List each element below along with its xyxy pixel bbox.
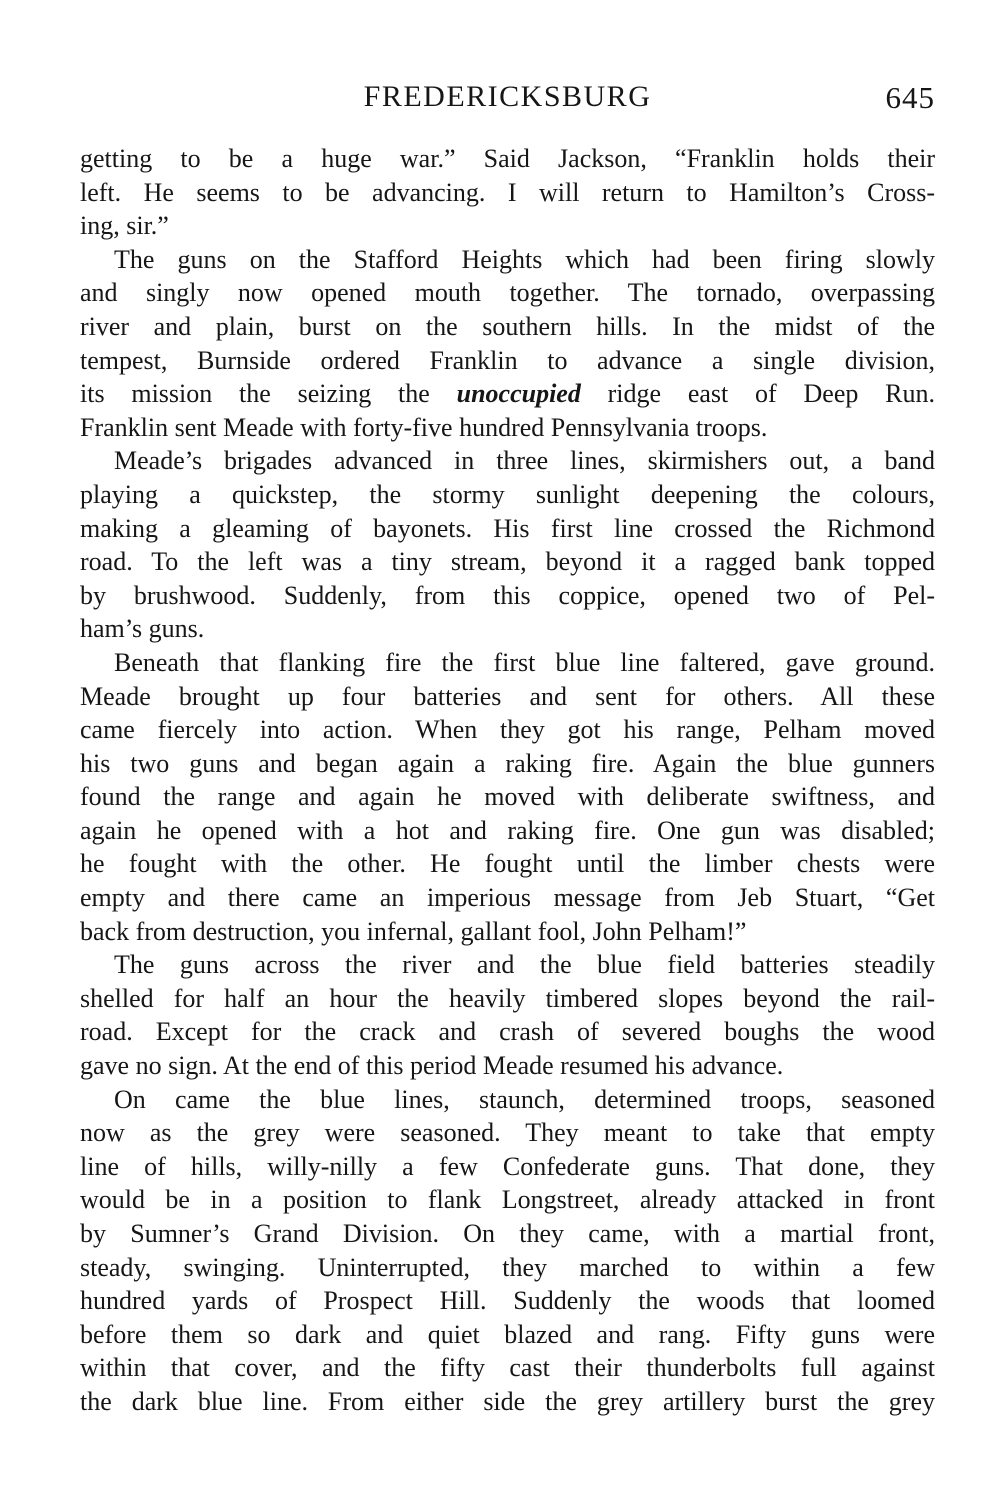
text-line: gave no sign. At the end of this period Meade resumed his advance.: [80, 1051, 784, 1081]
text-line: shelled for half an hour the heavily timbered slopes beyond the rail-: [80, 983, 935, 1013]
text-line: On came the blue lines, staunch, determined troops, seasoned: [114, 1084, 935, 1114]
text-line: Franklin sent Meade with forty-five hundred Pennsylvania troops.: [80, 412, 768, 442]
text-line: ham’s guns.: [80, 614, 205, 644]
text-line: the dark blue line. From either side the grey artillery burst the grey: [80, 1386, 935, 1416]
text-line: left. He seems to be advancing. I will return to Hamilton’s Cross-: [80, 177, 935, 207]
text-line: his two guns and began again a raking fire. Again the blue gunners: [80, 748, 935, 778]
text-line: hundred yards of Prospect Hill. Suddenly the woods that loomed: [80, 1286, 935, 1316]
text-line: now as the grey were seasoned. They meant to take that empty: [80, 1118, 935, 1148]
text-segment: its mission the seizing the: [80, 379, 457, 409]
text-line: The guns across the river and the blue field batteries steadily: [114, 950, 935, 980]
text-line: [80, 377, 935, 411]
book-page: [80, 80, 935, 1419]
text-line: Meade’s brigades advanced in three lines, skirmishers out, a band: [114, 446, 935, 476]
text-line: line of hills, willy-nilly a few Confederate guns. That done, they: [80, 1151, 935, 1181]
text-line: road. Except for the crack and crash of severed boughs the wood: [80, 1017, 935, 1047]
text-line: river and plain, burst on the southern hills. In the midst of the: [80, 311, 935, 341]
text-line: Meade brought up four batteries and sent for others. All these: [80, 681, 935, 711]
running-head: [80, 80, 935, 124]
text-segment: ridge east of Deep Run.: [580, 379, 935, 409]
text-line: by brushwood. Suddenly, from this coppice, opened two of Pel-: [80, 580, 935, 610]
text-line: and singly now opened mouth together. The tornado, overpassing: [80, 278, 935, 308]
text-line: he fought with the other. He fought until the limber chests were: [80, 849, 935, 879]
page-number: 645: [885, 80, 935, 115]
text-line: road. To the left was a tiny stream, beyond it a ragged bank topped: [80, 547, 935, 577]
text-line: The guns on the Stafford Heights which had been firing slowly: [114, 244, 935, 274]
text-line: making a gleaming of bayonets. His first line crossed the Richmond: [80, 513, 935, 543]
text-line: came fiercely into action. When they got his range, Pelham moved: [80, 715, 935, 745]
text-line: found the range and again he moved with deliberate swiftness, and: [80, 782, 935, 812]
body-text: [80, 142, 935, 1419]
text-line: back from destruction, you infernal, gallant fool, John Pelham!”: [80, 916, 747, 946]
text-line: getting to be a huge war.” Said Jackson, “Franklin holds their: [80, 144, 935, 173]
italic-word: unoccupied: [456, 379, 581, 409]
text-line: tempest, Burnside ordered Franklin to advance a single division,: [80, 345, 935, 375]
text-line: steady, swinging. Uninterrupted, they marched to within a few: [80, 1252, 935, 1282]
chapter-title: FREDERICKSBURG: [363, 80, 652, 113]
text-line: within that cover, and the fifty cast their thunderbolts full against: [80, 1353, 935, 1383]
text-line: again he opened with a hot and raking fire. One gun was disabled;: [80, 815, 935, 845]
text-line: by Sumner’s Grand Division. On they came, with a martial front,: [80, 1219, 935, 1248]
text-line: would be in a position to flank Longstreet, already attacked in front: [80, 1185, 935, 1215]
text-line: Beneath that flanking fire the first blue line faltered, gave ground.: [114, 647, 935, 677]
text-line: ing, sir.”: [80, 211, 169, 241]
text-line: before them so dark and quiet blazed and rang. Fifty guns were: [80, 1319, 935, 1349]
text-line: empty and there came an imperious message from Jeb Stuart, “Get: [80, 883, 935, 913]
text-line: playing a quickstep, the stormy sunlight deepening the colours,: [80, 479, 935, 509]
